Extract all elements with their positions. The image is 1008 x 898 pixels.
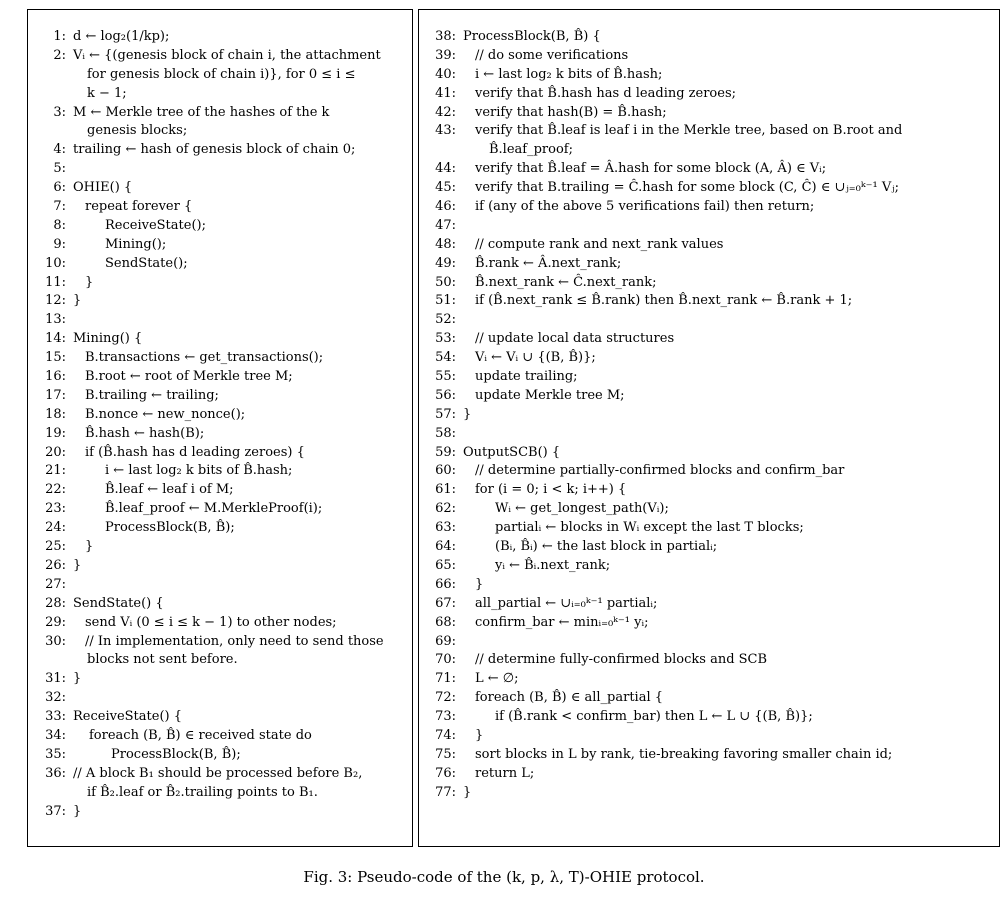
line-number: 77: [435,784,456,800]
code-line [37,255,384,274]
line-number: 51: [435,293,456,309]
line-number: 48: [435,236,456,252]
line-number: 21: [45,463,66,479]
code-line [37,538,384,557]
line-number: 35: [45,746,66,762]
code-line [37,160,384,179]
line-number: 24: [45,520,66,536]
code-line [427,462,902,481]
line-number: 38: [435,29,456,44]
line-number: 40: [435,66,456,82]
line-number: 71: [435,671,456,687]
code-line [37,651,384,670]
line-text: B̂.next_rank ← Ĉ.next_rank; [475,274,657,290]
line-text: SendState(); [105,255,188,271]
line-number: 33: [45,709,66,725]
line-text: if (B̂.next_rank ≤ B̂.rank) then B̂.next_rank ← B̂.rank + 1; [475,293,853,309]
code-line [37,444,384,463]
code-line [37,330,384,349]
line-text: OutputSCB() { [463,444,561,460]
line-text: B̂.leaf_proof; [489,142,573,158]
line-text: B.transactions ← get_transactions(); [85,350,324,366]
line-text: } [463,406,472,422]
line-text: trailing ← hash of genesis block of chain 0; [73,142,356,158]
code-line [427,28,902,47]
line-number: 10: [45,255,66,271]
code-line [427,311,902,330]
line-text: verify that B̂.hash has d leading zeroes; [475,85,737,101]
code-line [37,311,384,330]
line-text: // compute rank and next_rank values [475,236,724,252]
code-line [427,122,902,141]
code-line [427,500,902,519]
line-number: 50: [435,274,456,290]
code-line [37,803,384,822]
line-number: 18: [45,406,66,422]
code-line [427,651,902,670]
line-number: 61: [435,482,456,498]
line-text: B.nonce ← new_nonce(); [85,406,246,422]
code-line [37,462,384,481]
line-text: i ← last log₂ k bits of B̂.hash; [475,66,663,82]
line-text: ProcessBlock(B, B̂); [105,520,235,536]
line-text: } [463,784,472,800]
code-line [427,519,902,538]
code-line [427,746,902,765]
code-line [37,708,384,727]
code-line [37,217,384,236]
line-text: M ← Merkle tree of the hashes of the k [73,104,330,120]
line-text: if (any of the above 5 verifications fail) then return; [475,199,815,215]
line-text: return L; [475,765,535,781]
line-text: } [73,803,82,819]
code-line [427,633,902,652]
line-text: i ← last log₂ k bits of B̂.hash; [105,463,293,479]
line-number: 23: [45,501,66,517]
code-line [427,689,902,708]
line-number: 74: [435,727,456,743]
line-text: L ← ∅; [475,671,519,687]
code-line [37,633,384,652]
line-text: Wᵢ ← get_longest_path(Vᵢ); [495,501,669,517]
line-number: 1: [53,29,66,44]
code-line [427,330,902,349]
code-line [427,160,902,179]
line-text: all_partial ← ∪ᵢ₌₀ᵏ⁻¹ partialᵢ; [475,595,658,611]
code-line [37,28,384,47]
line-number: 20: [45,444,66,460]
line-number: 64: [435,539,456,555]
code-line [427,141,902,160]
line-text: // determine partially-confirmed blocks and confirm_bar [475,463,845,479]
code-line [37,85,384,104]
line-number: 47: [435,217,456,233]
line-text: // determine fully-confirmed blocks and SCB [475,652,768,668]
code-line [427,47,902,66]
right-code-panel [418,9,1000,847]
line-text: genesis blocks; [87,123,188,139]
line-number: 4: [53,142,66,158]
line-number: 5: [53,161,66,177]
line-text: k − 1; [87,85,127,101]
line-number: 6: [53,180,66,196]
line-number: 37: [45,803,66,819]
code-line [427,198,902,217]
line-text: Vᵢ ← {(genesis block of chain i, the attachment [73,47,381,63]
code-line [427,425,902,444]
line-text: B̂.rank ← Â.next_rank; [475,255,622,271]
line-text: } [73,671,82,687]
code-line [37,274,384,293]
line-number: 67: [435,595,456,611]
line-text: // update local data structures [475,331,675,347]
line-number: 69: [435,633,456,649]
line-number: 8: [53,217,66,233]
line-text: Mining() { [73,331,143,347]
line-text: for genesis block of chain i)}, for 0 ≤ i ≤ [87,66,356,82]
code-line [427,481,902,500]
code-line [427,576,902,595]
line-number: 76: [435,765,456,781]
line-number: 41: [435,85,456,101]
line-number: 15: [45,350,66,366]
line-text: B̂.leaf_proof ← M.MerkleProof(i); [105,501,323,517]
line-text: // In implementation, only need to send those [85,633,384,649]
line-text: B̂.leaf ← leaf i of M; [105,482,234,498]
line-number: 59: [435,444,456,460]
code-line [37,349,384,368]
line-text: ProcessBlock(B, B̂); [111,746,241,762]
line-number: 53: [435,331,456,347]
line-number: 3: [53,104,66,120]
line-text: sort blocks in L by rank, tie-breaking favoring smaller chain id; [475,746,893,762]
code-line [427,538,902,557]
line-number: 57: [435,406,456,422]
code-line [427,406,902,425]
line-number: 65: [435,557,456,573]
code-line [427,274,902,293]
line-text: if (B̂.hash has d leading zeroes) { [85,444,305,460]
code-line [37,765,384,784]
code-line [37,292,384,311]
line-text: B.root ← root of Merkle tree M; [85,369,293,385]
code-line [37,425,384,444]
code-line [427,708,902,727]
code-line [37,576,384,595]
code-line [37,179,384,198]
code-line [37,406,384,425]
line-text: confirm_bar ← minᵢ₌₀ᵏ⁻¹ yᵢ; [475,614,649,630]
code-line [37,689,384,708]
line-number: 2: [53,47,66,63]
code-line [37,500,384,519]
code-line [37,387,384,406]
line-number: 55: [435,369,456,385]
line-text: ReceiveState(); [105,217,206,233]
line-text: update Merkle tree M; [475,387,625,403]
code-line [37,236,384,255]
code-line [427,236,902,255]
line-number: 13: [45,312,66,328]
code-line [37,746,384,765]
code-line [427,784,902,803]
code-line [427,765,902,784]
right-code-listing [427,28,902,803]
line-text: send Vᵢ (0 ≤ i ≤ k − 1) to other nodes; [85,614,337,630]
line-text: blocks not sent before. [87,652,238,668]
line-text: repeat forever { [85,199,193,215]
line-text: if (B̂.rank < confirm_bar) then L ← L ∪ {(B, B̂)}; [495,709,813,725]
code-line [427,217,902,236]
line-text: verify that B̂.leaf = Â.hash for some block (A, Â) ∈ Vᵢ; [475,161,827,177]
line-text: foreach (B, B̂) ∈ received state do [89,727,312,743]
code-line [427,292,902,311]
line-text: B.trailing ← trailing; [85,387,219,403]
line-text: verify that B̂.leaf is leaf i in the Merkle tree, based on B.root and [475,123,903,139]
line-number: 70: [435,652,456,668]
code-line [427,255,902,274]
line-number: 26: [45,557,66,573]
code-line [37,368,384,387]
code-line [427,614,902,633]
line-number: 45: [435,180,456,196]
line-number: 75: [435,746,456,762]
code-line [427,85,902,104]
code-line [37,481,384,500]
line-text: OHIE() { [73,180,133,196]
line-number: 34: [45,727,66,743]
line-number: 46: [435,199,456,215]
code-line [37,122,384,141]
code-line [37,670,384,689]
code-line [427,595,902,614]
line-number: 63: [435,520,456,536]
line-text: } [85,274,94,290]
left-code-panel [27,9,413,847]
line-text: } [475,576,484,592]
line-text: partialᵢ ← blocks in Wᵢ except the last T blocks; [495,520,804,536]
line-text: foreach (B, B̂) ∈ all_partial { [475,690,664,706]
code-line [37,727,384,746]
code-line [37,614,384,633]
line-number: 30: [45,633,66,649]
line-number: 58: [435,425,456,441]
code-line [37,47,384,66]
code-line [427,444,902,463]
line-number: 7: [53,199,66,215]
line-number: 9: [53,236,66,252]
code-line [427,66,902,85]
line-number: 19: [45,425,66,441]
code-line [427,670,902,689]
line-number: 16: [45,369,66,385]
line-number: 72: [435,690,456,706]
line-text: } [73,293,82,309]
figure-caption: Fig. 3: Pseudo-code of the (k, p, λ, T)-OHIE protocol. [303,868,705,886]
line-text: Mining(); [105,236,167,252]
line-number: 14: [45,331,66,347]
code-line [37,595,384,614]
line-text: } [73,557,82,573]
line-number: 43: [435,123,456,139]
line-number: 36: [45,765,66,781]
code-line [427,368,902,387]
line-number: 54: [435,350,456,366]
line-text: Vᵢ ← Vᵢ ∪ {(B, B̂)}; [475,350,596,366]
code-line [37,784,384,803]
code-line [37,104,384,123]
line-number: 62: [435,501,456,517]
line-number: 31: [45,671,66,687]
line-text: SendState() { [73,595,164,611]
line-number: 49: [435,255,456,271]
line-number: 29: [45,614,66,630]
line-text: B̂.hash ← hash(B); [85,425,205,441]
left-code-listing [37,28,384,821]
line-number: 52: [435,312,456,328]
line-text: // A block B₁ should be processed before B₂, [73,765,363,781]
line-number: 68: [435,614,456,630]
line-text: update trailing; [475,369,578,385]
line-number: 17: [45,387,66,403]
line-text: ReceiveState() { [73,709,182,725]
line-number: 25: [45,539,66,555]
line-text: yᵢ ← B̂ᵢ.next_rank; [495,557,611,573]
line-number: 32: [45,690,66,706]
line-number: 12: [45,293,66,309]
code-line [427,104,902,123]
line-text: verify that B.trailing = Ĉ.hash for some block (C, Ĉ) ∈ ∪ⱼ₌₀ᵏ⁻¹ Vⱼ; [475,180,900,196]
code-line [37,141,384,160]
line-text: // do some verifications [475,47,629,63]
code-line [427,557,902,576]
code-line [37,66,384,85]
line-text: if B̂₂.leaf or B̂₂.trailing points to B₁. [87,784,318,800]
line-text: verify that hash(B) = B̂.hash; [475,104,667,120]
line-text: } [475,727,484,743]
code-line [427,387,902,406]
line-number: 42: [435,104,456,120]
line-number: 39: [435,47,456,63]
line-number: 73: [435,709,456,725]
line-number: 56: [435,387,456,403]
line-number: 66: [435,576,456,592]
code-line [37,557,384,576]
code-line [427,349,902,368]
line-number: 22: [45,482,66,498]
code-line [427,727,902,746]
line-number: 27: [45,576,66,592]
line-number: 28: [45,595,66,611]
code-line [427,179,902,198]
line-number: 11: [45,274,66,290]
code-line [37,198,384,217]
line-text: (Bᵢ, B̂ᵢ) ← the last block in partialᵢ; [495,539,718,555]
line-text: } [85,539,94,555]
line-text: d ← log₂(1/kp); [73,29,170,44]
line-number: 60: [435,463,456,479]
code-line [37,519,384,538]
line-text: for (i = 0; i < k; i++) { [475,482,627,498]
line-text: ProcessBlock(B, B̂) { [463,29,601,44]
line-number: 44: [435,161,456,177]
